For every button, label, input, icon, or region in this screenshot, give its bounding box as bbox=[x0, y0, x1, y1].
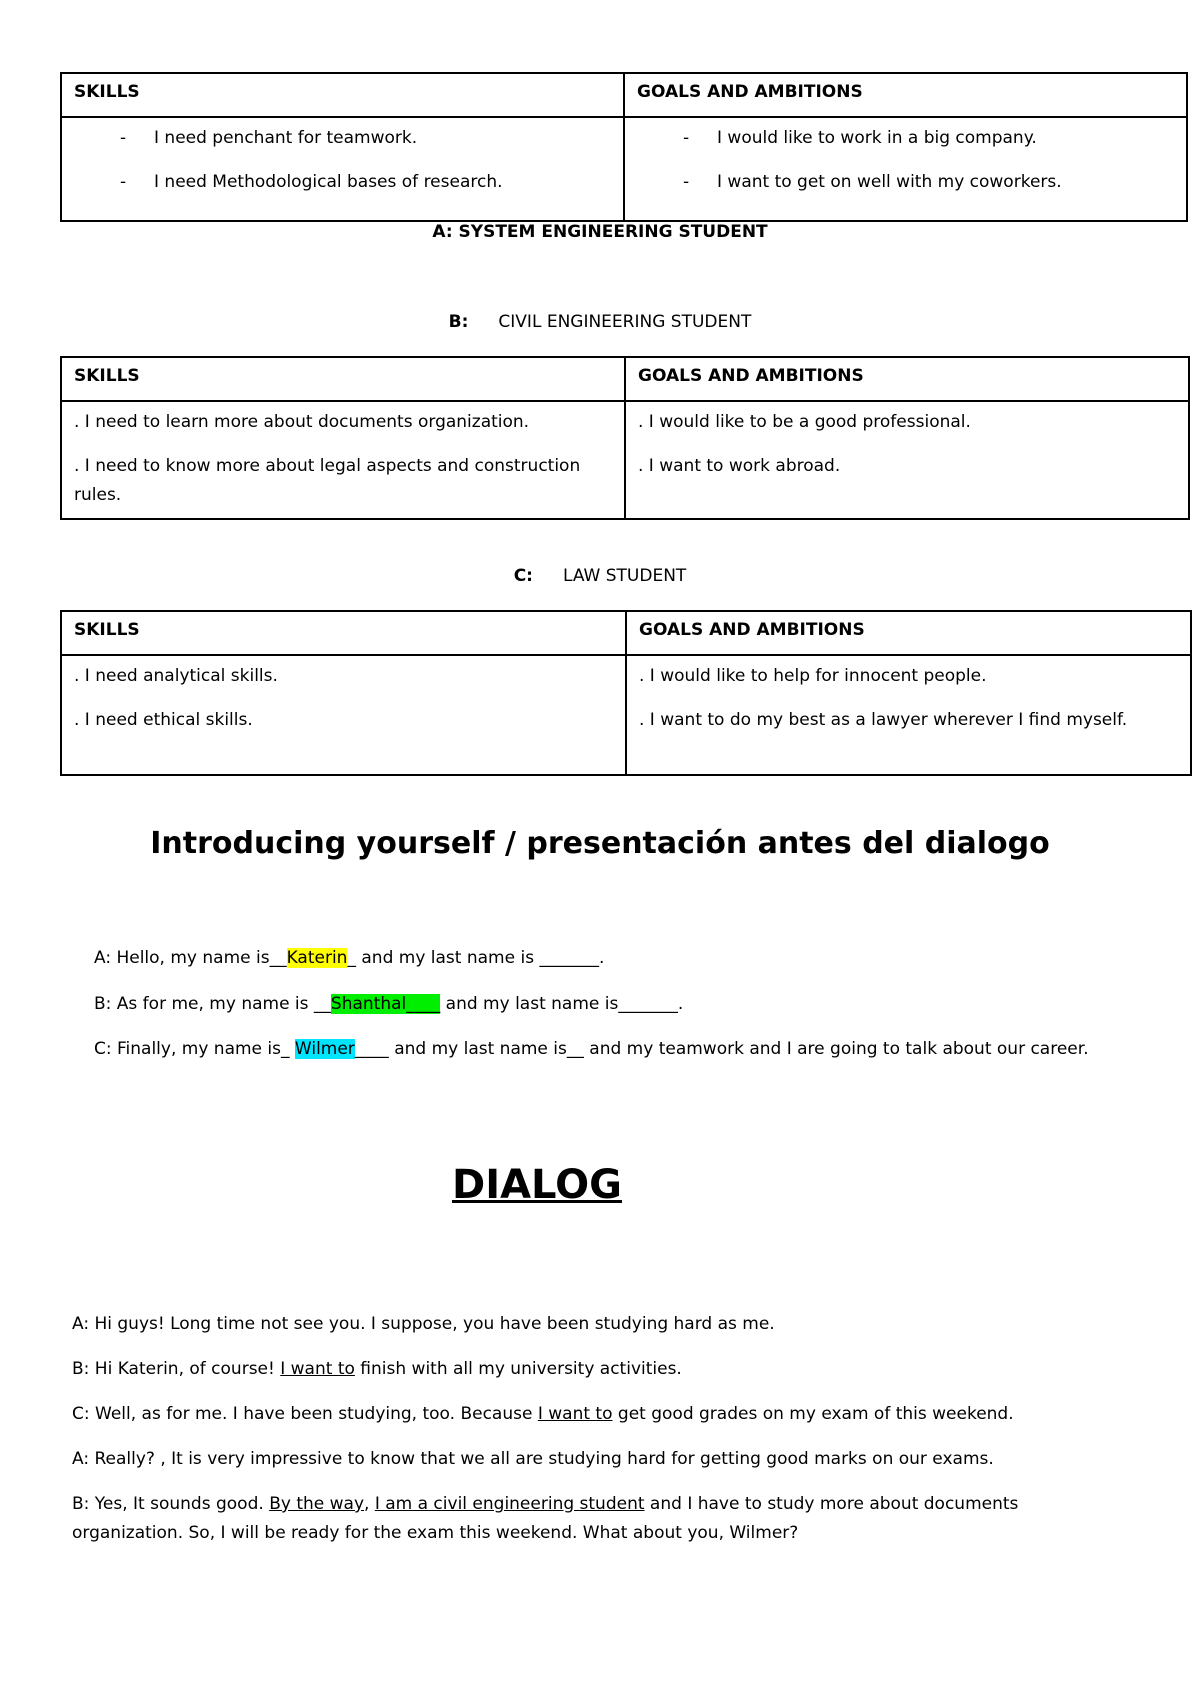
highlight-shanthal: Shanthal____ bbox=[330, 994, 441, 1014]
table-b-goals-cell bbox=[625, 401, 1189, 519]
table-c-header-goals: GOALS AND AMBITIONS bbox=[626, 611, 1191, 655]
table-a-goals-cell bbox=[624, 117, 1187, 221]
table-a-header-skills: SKILLS bbox=[61, 73, 624, 117]
list-item: - I would like to work in a big company. bbox=[683, 128, 1037, 148]
table-a-skills-cell bbox=[61, 117, 624, 221]
intro-line-c: C: Finally, my name is_ Wilmer____ and my last name is__ and my teamwork and I are going to talk about our career. bbox=[94, 1039, 1089, 1059]
intro-title: Introducing yourself / presentación antes del dialogo bbox=[150, 826, 1050, 861]
list-item: - I want to get on well with my coworkers. bbox=[683, 172, 1062, 192]
dialog-line: B: Hi Katerin, of course! I want to finish with all my university activities. bbox=[72, 1359, 682, 1379]
list-item: . I need ethical skills. bbox=[74, 710, 253, 730]
dialog-body bbox=[72, 1310, 1132, 1564]
list-item: - I need Methodological bases of research. bbox=[120, 172, 503, 192]
table-law bbox=[60, 610, 1192, 776]
highlight-wilmer: Wilmer bbox=[294, 1039, 355, 1059]
list-item: . I want to do my best as a lawyer wherever I find myself. bbox=[639, 710, 1128, 730]
table-c-skills-cell bbox=[61, 655, 626, 775]
dialog-line: A: Really? , It is very impressive to know that we all are studying hard for getting good marks on our exams. bbox=[72, 1449, 994, 1469]
table-b-header-skills: SKILLS bbox=[61, 357, 625, 401]
intro-line-b: B: As for me, my name is __Shanthal____ and my last name is_______. bbox=[94, 994, 684, 1014]
highlight-katerin: Katerin bbox=[286, 948, 348, 968]
dialog-title: DIALOG bbox=[452, 1162, 622, 1208]
list-item: . I want to work abroad. bbox=[638, 456, 841, 476]
table-c-goals-cell bbox=[626, 655, 1191, 775]
list-item: . I would like to be a good professional. bbox=[638, 412, 971, 432]
list-item: . I would like to help for innocent people. bbox=[639, 666, 987, 686]
dialog-line: C: Well, as for me. I have been studying, too. Because I want to get good grades on my exam of this weekend. bbox=[72, 1404, 1014, 1424]
table-b-header-goals: GOALS AND AMBITIONS bbox=[625, 357, 1189, 401]
table-civil-engineering bbox=[60, 356, 1190, 520]
table-c-header-skills: SKILLS bbox=[61, 611, 626, 655]
caption-law: C: LAW STUDENT bbox=[513, 566, 687, 586]
caption-civil-engineering: B: CIVIL ENGINEERING STUDENT bbox=[448, 312, 752, 332]
table-system-engineering bbox=[60, 72, 1188, 222]
table-b-skills-cell bbox=[61, 401, 625, 519]
list-item: - I need penchant for teamwork. bbox=[120, 128, 418, 148]
dialog-line: B: Yes, It sounds good. By the way, I am a civil engineering student and I have to study more about documents organization. So, I will be ready for the exam this weekend. What about you, Wilmer? bbox=[72, 1494, 1019, 1543]
list-item: . I need to learn more about documents organization. bbox=[74, 412, 530, 432]
intro-line-a: A: Hello, my name is__Katerin_ and my last name is _______. bbox=[94, 948, 605, 968]
caption-system-engineering: A: SYSTEM ENGINEERING STUDENT bbox=[432, 222, 768, 242]
list-item: . I need analytical skills. bbox=[74, 666, 278, 686]
dialog-line: A: Hi guys! Long time not see you. I suppose, you have been studying hard as me. bbox=[72, 1314, 775, 1334]
list-item: . I need to know more about legal aspects and construction rules. bbox=[74, 456, 581, 505]
table-a-header-goals: GOALS AND AMBITIONS bbox=[624, 73, 1187, 117]
